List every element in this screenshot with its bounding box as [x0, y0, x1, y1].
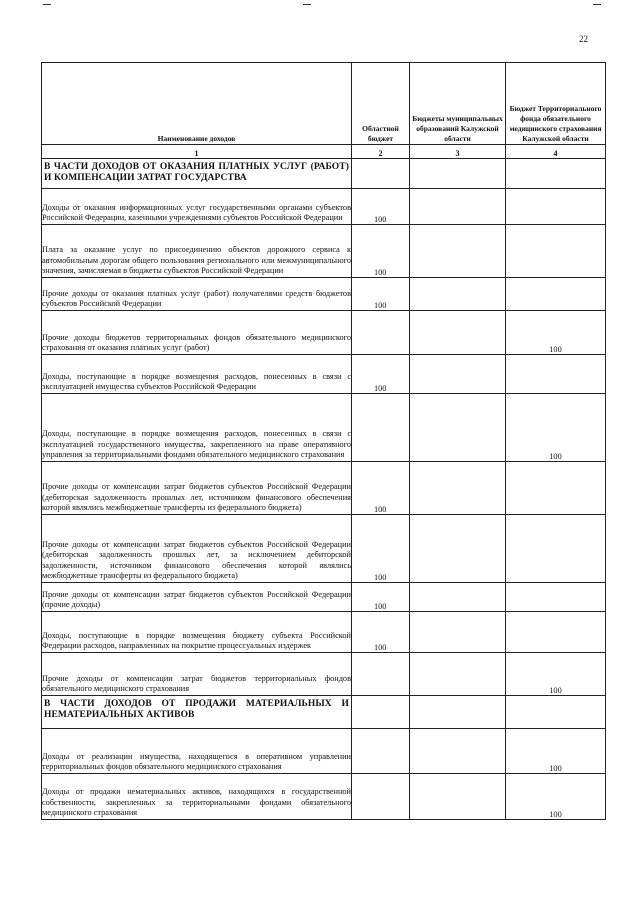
row-value-regional: 100	[352, 515, 410, 583]
table-row	[42, 515, 606, 583]
revenue-distribution-table	[41, 62, 606, 820]
row-value-tfoms: 100	[506, 394, 606, 462]
row-value-municipal	[410, 394, 506, 462]
row-value-regional	[352, 394, 410, 462]
row-value-municipal	[410, 159, 506, 189]
table-row	[42, 774, 606, 820]
row-name: Доходы, поступающие в порядке возмещения бюджету субъекта Российской Федерации расходов, направленных на покрытие процессуальных издержек	[42, 612, 352, 653]
row-value-tfoms	[506, 278, 606, 311]
col-number-4: 4	[506, 145, 606, 159]
scan-edge-marks	[0, 4, 640, 14]
table-row	[42, 189, 606, 225]
row-value-regional: 100	[352, 355, 410, 394]
col-header-name: Наименование доходов	[42, 63, 352, 145]
row-value-regional	[352, 159, 410, 189]
row-value-tfoms: 100	[506, 774, 606, 820]
row-value-municipal	[410, 729, 506, 774]
row-value-regional	[352, 696, 410, 729]
row-name: Прочие доходы бюджетов территориальных фондов обязательного медицинского страхования от оказания платных услуг (работ)	[42, 311, 352, 355]
table-row	[42, 583, 606, 612]
row-value-municipal	[410, 225, 506, 278]
row-value-municipal	[410, 774, 506, 820]
table-row	[42, 394, 606, 462]
row-value-municipal	[410, 355, 506, 394]
row-value-tfoms: 100	[506, 729, 606, 774]
row-value-tfoms	[506, 696, 606, 729]
row-value-municipal	[410, 278, 506, 311]
row-value-regional: 100	[352, 189, 410, 225]
row-name: Доходы, поступающие в порядке возмещения расходов, понесенных в связи с эксплуатацией имущества субъектов Российской Федерации	[42, 355, 352, 394]
row-value-regional: 100	[352, 612, 410, 653]
table-row	[42, 225, 606, 278]
row-name: Плата за оказание услуг по присоединению объектов дорожного сервиса к автомобильным дорогам общего пользования регионального или межмуниципального значения, зачисляемая в бюджеты субъектов Российской Федерации	[42, 225, 352, 278]
col-number-3: 3	[410, 145, 506, 159]
col-number-1: 1	[42, 145, 352, 159]
table-header-row	[42, 63, 606, 145]
row-value-municipal	[410, 696, 506, 729]
table-body	[42, 159, 606, 820]
row-value-tfoms	[506, 355, 606, 394]
row-name: Доходы, поступающие в порядке возмещения расходов, понесенных в связи с эксплуатацией государственного имущества, закрепленного на праве оперативного управления за территориальными фондами обязательного медицинского страхования	[42, 394, 352, 462]
row-value-tfoms: 100	[506, 311, 606, 355]
table-row	[42, 278, 606, 311]
row-value-regional: 100	[352, 278, 410, 311]
section-row	[42, 159, 606, 189]
row-value-regional: 100	[352, 225, 410, 278]
row-name: Прочие доходы от компенсации затрат бюджетов субъектов Российской Федерации (прочие доходы)	[42, 583, 352, 612]
row-name: Прочие доходы от компенсации затрат бюджетов субъектов Российской Федерации (дебиторская задолженность прошлых лет, за исключением дебиторской задолженности, источником финансового обеспечения которой являлись межбюджетные трансферты из федерального бюджета)	[42, 515, 352, 583]
scan-mark	[43, 4, 51, 5]
row-value-regional: 100	[352, 462, 410, 515]
row-value-tfoms: 100	[506, 653, 606, 696]
row-name: Прочие доходы от компенсации затрат бюджетов субъектов Российской Федерации (дебиторская задолженность прошлых лет, источником финансового обеспечения которой являлись межбюджетные трансферты из федерального бюджета)	[42, 462, 352, 515]
row-value-regional	[352, 653, 410, 696]
section-row	[42, 696, 606, 729]
column-number-row	[42, 145, 606, 159]
col-number-2: 2	[352, 145, 410, 159]
col-header-municipal: Бюджеты муниципальных образований Калужской области	[410, 63, 506, 145]
row-name: Доходы от продажи нематериальных активов, находящихся в государственной собственности, закрепленных за территориальными фондами обязательного медицинского страхования	[42, 774, 352, 820]
row-value-municipal	[410, 653, 506, 696]
table-row	[42, 653, 606, 696]
page-number: 22	[579, 34, 588, 44]
row-name: В ЧАСТИ ДОХОДОВ ОТ ОКАЗАНИЯ ПЛАТНЫХ УСЛУГ (РАБОТ) И КОМПЕНСАЦИИ ЗАТРАТ ГОСУДАРСТВА	[42, 159, 352, 189]
row-name: Доходы от оказания информационных услуг государственными органами субъектов Российской Федерации, казенными учреждениями субъектов Российской Федерации	[42, 189, 352, 225]
col-header-regional: Областной бюджет	[352, 63, 410, 145]
scan-mark	[303, 4, 311, 5]
row-value-regional	[352, 774, 410, 820]
row-name: Доходы от реализации имущества, находящегося в оперативном управлении территориальных фондов обязательного медицинского страхования	[42, 729, 352, 774]
table-row	[42, 355, 606, 394]
row-name: В ЧАСТИ ДОХОДОВ ОТ ПРОДАЖИ МАТЕРИАЛЬНЫХ И НЕМАТЕРИАЛЬНЫХ АКТИВОВ	[42, 696, 352, 729]
row-value-tfoms	[506, 159, 606, 189]
table-row	[42, 462, 606, 515]
row-value-tfoms	[506, 515, 606, 583]
row-value-regional	[352, 729, 410, 774]
table-row	[42, 612, 606, 653]
row-value-tfoms	[506, 583, 606, 612]
scan-mark	[593, 4, 601, 5]
row-value-tfoms	[506, 612, 606, 653]
row-value-municipal	[410, 583, 506, 612]
row-value-municipal	[410, 311, 506, 355]
row-name: Прочие доходы от оказания платных услуг (работ) получателями средств бюджетов субъектов Российской Федерации	[42, 278, 352, 311]
row-value-regional	[352, 311, 410, 355]
row-value-municipal	[410, 612, 506, 653]
table-row	[42, 729, 606, 774]
row-name: Прочие доходы от компенсации затрат бюджетов территориальных фондов обязательного медицинского страхования	[42, 653, 352, 696]
row-value-municipal	[410, 462, 506, 515]
row-value-municipal	[410, 515, 506, 583]
row-value-municipal	[410, 189, 506, 225]
row-value-tfoms	[506, 189, 606, 225]
row-value-tfoms	[506, 225, 606, 278]
row-value-regional: 100	[352, 583, 410, 612]
col-header-tfoms: Бюджет Территориального фонда обязательного медицинского страхования Калужской области	[506, 63, 606, 145]
table-row	[42, 311, 606, 355]
row-value-tfoms	[506, 462, 606, 515]
